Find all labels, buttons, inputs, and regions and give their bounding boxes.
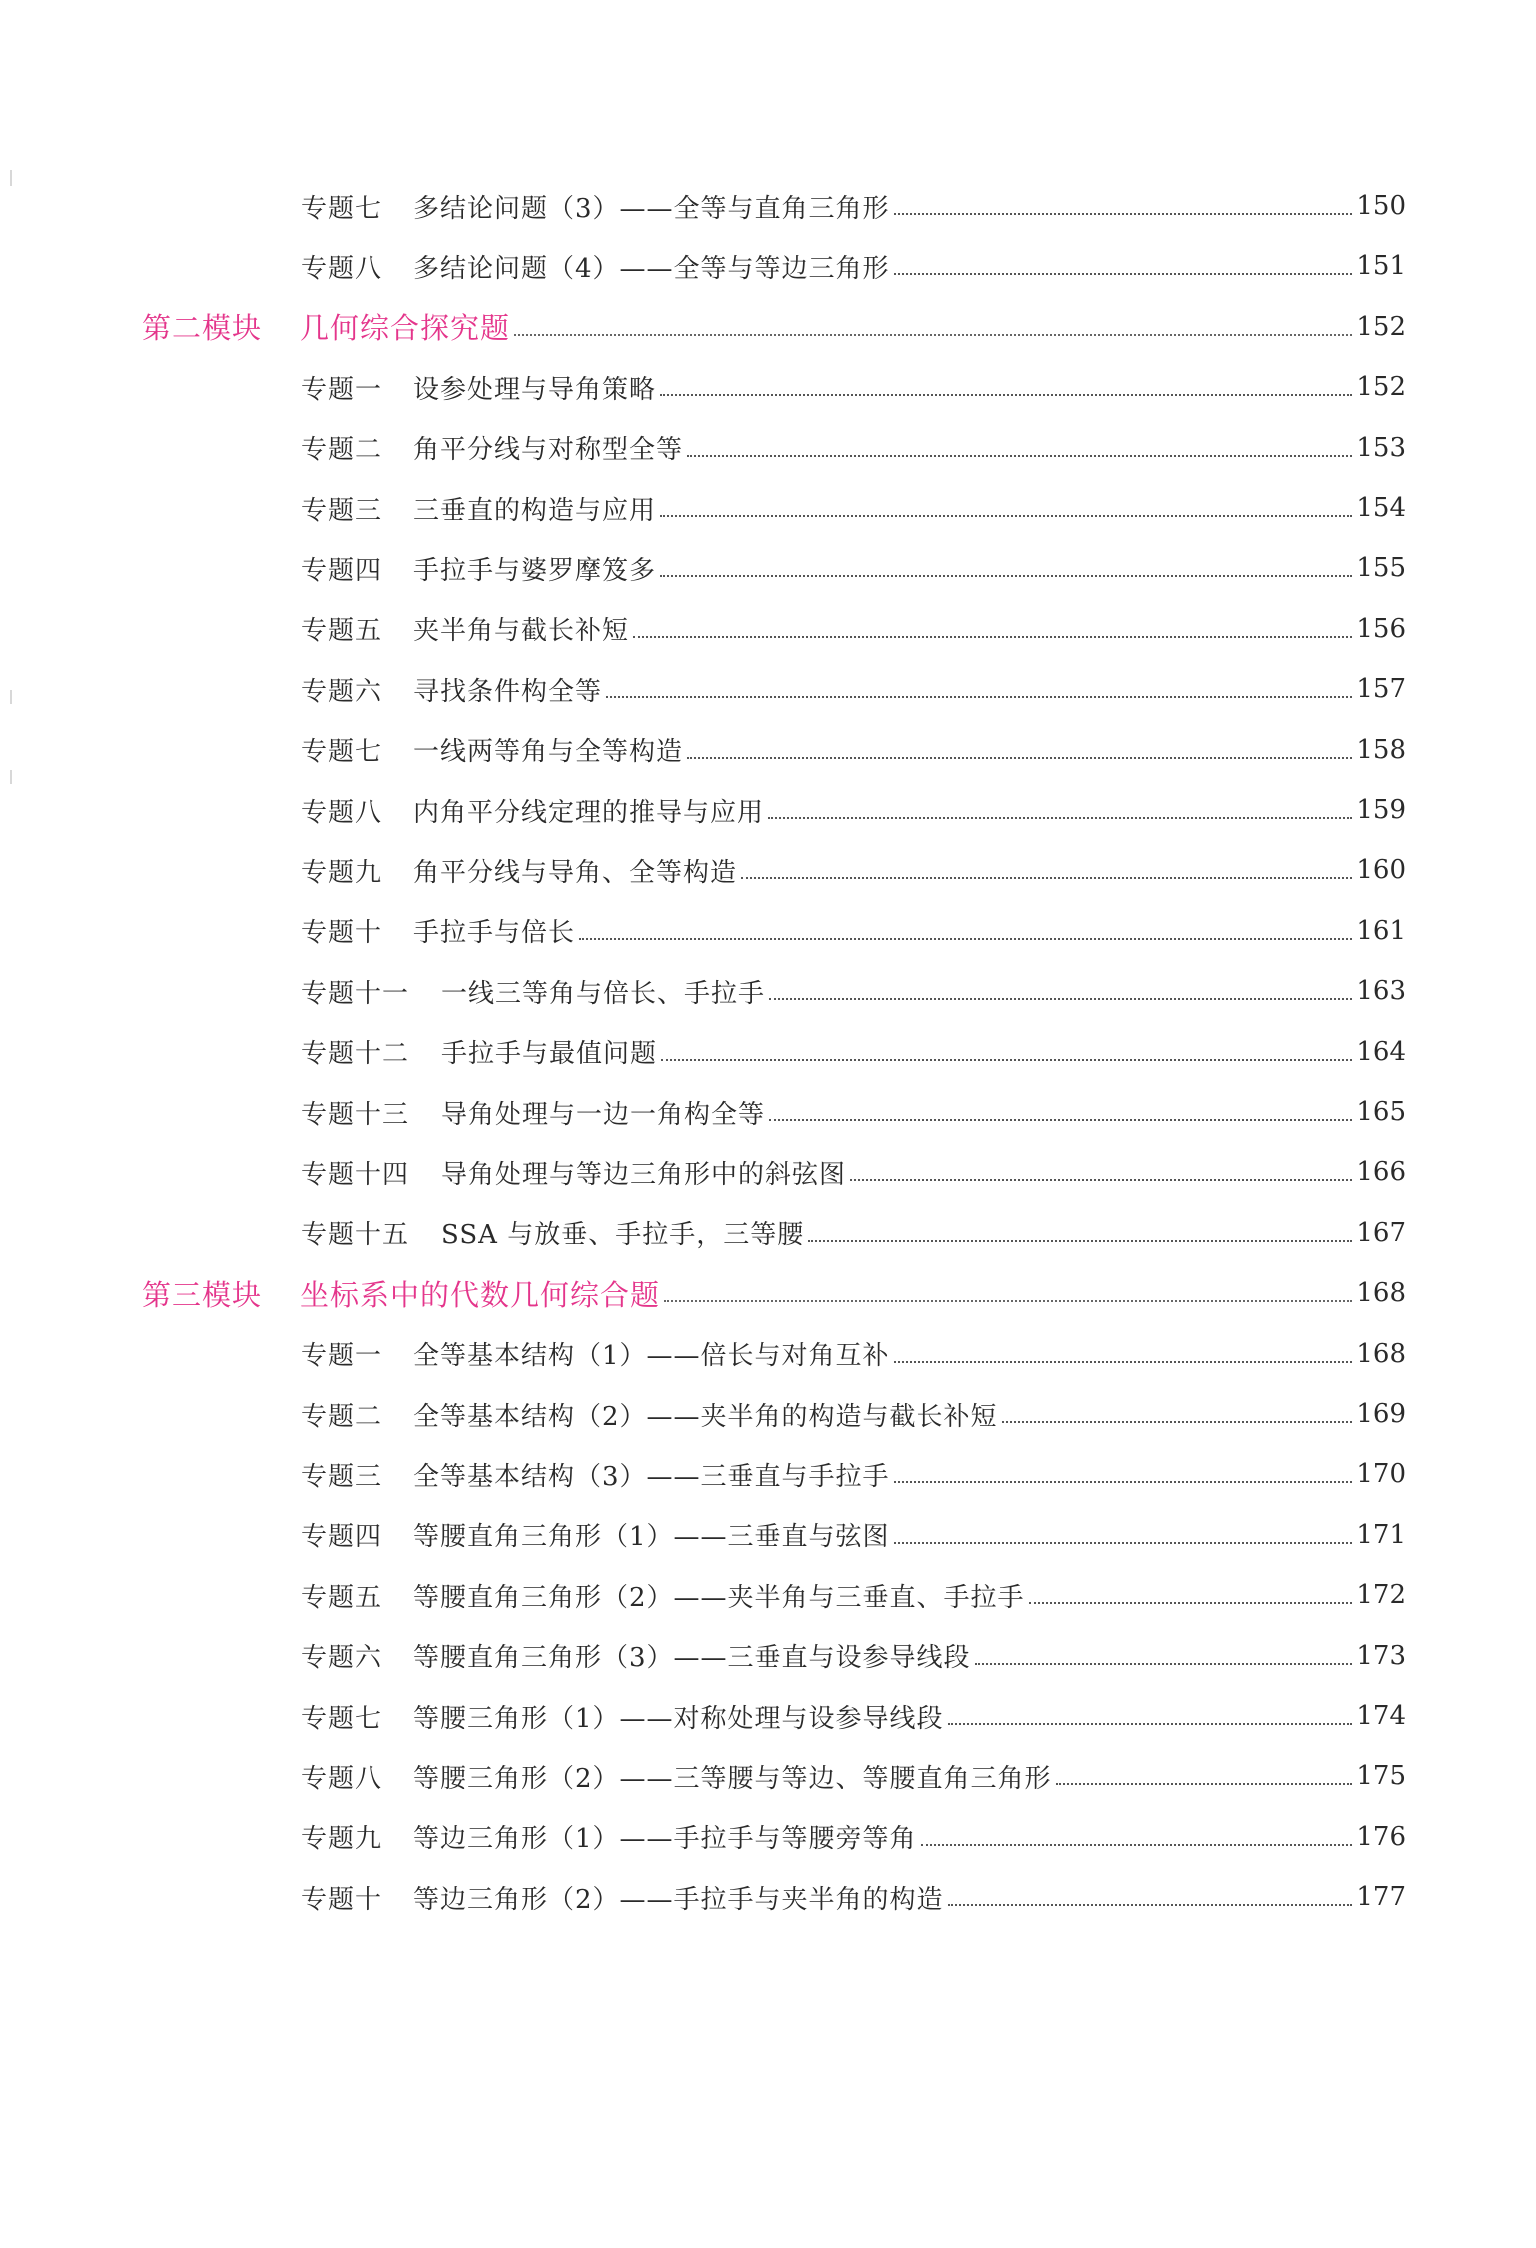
topic-number: 专题十四 — [301, 1159, 410, 1190]
module-number: 第二模块 — [142, 311, 263, 346]
dot-leader — [687, 455, 1352, 457]
topic-number: 专题三 — [301, 1461, 383, 1492]
dot-leader — [850, 1179, 1352, 1181]
page-number: 161 — [1356, 915, 1406, 946]
topic-title: 手拉手与婆罗摩笈多 — [413, 555, 657, 586]
topic-number: 专题十 — [301, 918, 383, 949]
dot-leader — [948, 1904, 1353, 1906]
toc-entry-row[interactable] — [0, 1213, 1536, 1253]
topic-number: 专题三 — [301, 495, 383, 526]
page-number: 153 — [1356, 432, 1406, 463]
toc-entry-row[interactable] — [0, 367, 1536, 407]
topic-title: 等边三角形（2）——手拉手与夹半角的构造 — [413, 1884, 944, 1915]
topic-title: 寻找条件构全等 — [413, 676, 603, 707]
dot-leader — [768, 817, 1352, 819]
page-number: 169 — [1356, 1399, 1406, 1429]
dot-leader — [633, 636, 1352, 638]
toc-entry-row[interactable] — [0, 186, 1536, 226]
toc-entry-row[interactable] — [0, 730, 1536, 770]
topic-title: 等腰直角三角形（2）——夹半角与三垂直、手拉手 — [413, 1582, 1025, 1613]
toc-entry-row[interactable] — [0, 548, 1536, 588]
dot-leader — [894, 1361, 1353, 1363]
dot-leader — [579, 938, 1352, 940]
dot-leader — [894, 1542, 1353, 1544]
topic-number: 专题九 — [301, 857, 383, 888]
dot-leader — [514, 334, 1352, 336]
dot-leader — [808, 1240, 1352, 1242]
topic-number: 专题六 — [301, 1643, 383, 1674]
topic-title: 多结论问题（4）——全等与等边三角形 — [413, 253, 890, 284]
topic-number: 专题八 — [301, 1763, 383, 1794]
page-number: 158 — [1356, 734, 1406, 765]
dot-leader — [1029, 1602, 1353, 1604]
dot-leader — [769, 1119, 1352, 1121]
topic-number: 专题十五 — [301, 1220, 410, 1251]
toc-entry-row[interactable] — [0, 488, 1536, 528]
dot-leader — [894, 1481, 1353, 1483]
topic-title: SSA 与放垂、手拉手，三等腰 — [441, 1220, 805, 1251]
topic-title: 夹半角与截长补短 — [413, 616, 630, 647]
module-title: 几何综合探究题 — [300, 311, 511, 346]
page-number: 163 — [1356, 976, 1406, 1007]
dot-leader — [894, 273, 1353, 275]
topic-title: 一线三等角与倍长、手拉手 — [441, 978, 766, 1009]
topic-number: 专题十一 — [301, 978, 410, 1009]
toc-entry-row[interactable] — [0, 1334, 1536, 1374]
toc-entry-row[interactable] — [0, 1152, 1536, 1192]
topic-number: 专题四 — [301, 555, 383, 586]
topic-number: 专题一 — [301, 374, 383, 405]
dot-leader — [660, 394, 1352, 396]
toc-entry-row[interactable] — [0, 428, 1536, 468]
page-number: 171 — [1356, 1519, 1406, 1550]
page-number: 176 — [1356, 1821, 1406, 1852]
topic-title: 多结论问题（3）——全等与直角三角形 — [413, 193, 890, 224]
topic-title: 内角平分线定理的推导与应用 — [413, 797, 765, 828]
page-number: 166 — [1356, 1157, 1406, 1188]
toc-entry-row[interactable] — [0, 1756, 1536, 1796]
topic-title: 设参处理与导角策略 — [413, 374, 657, 405]
page-number: 168 — [1356, 1338, 1406, 1369]
dot-leader — [975, 1663, 1353, 1665]
dot-leader — [661, 1059, 1352, 1061]
toc-entry-row[interactable] — [0, 1394, 1536, 1434]
page-number: 168 — [1356, 1278, 1406, 1309]
topic-number: 专题十二 — [301, 1039, 410, 1070]
topic-number: 专题六 — [301, 676, 383, 707]
page-number: 173 — [1356, 1640, 1406, 1671]
topic-number: 专题九 — [301, 1824, 383, 1855]
module-number: 第三模块 — [142, 1277, 263, 1312]
topic-number: 专题五 — [301, 1582, 383, 1613]
page-number: 152 — [1356, 311, 1406, 342]
page-number: 159 — [1356, 795, 1406, 825]
dot-leader — [769, 998, 1352, 1000]
toc-entry-row[interactable] — [0, 1575, 1536, 1615]
toc-entry-row[interactable] — [0, 1877, 1536, 1917]
topic-title: 导角处理与一边一角构全等 — [441, 1099, 766, 1130]
scan-edge-mark — [10, 170, 12, 186]
toc-entry-row[interactable] — [0, 1817, 1536, 1857]
toc-module-row[interactable] — [0, 307, 1536, 347]
page-number: 150 — [1356, 191, 1406, 221]
page-number: 167 — [1356, 1217, 1406, 1248]
topic-number: 专题七 — [301, 193, 383, 224]
topic-title: 手拉手与最值问题 — [441, 1039, 658, 1070]
page-number: 155 — [1356, 553, 1406, 584]
page-number: 175 — [1356, 1761, 1406, 1792]
topic-title: 导角处理与等边三角形中的斜弦图 — [441, 1159, 847, 1190]
dot-leader — [741, 877, 1352, 879]
dot-leader — [1056, 1783, 1353, 1785]
toc-entry-row[interactable] — [0, 1092, 1536, 1132]
topic-title: 一线两等角与全等构造 — [413, 737, 684, 768]
dot-leader — [664, 1300, 1352, 1302]
topic-number: 专题十三 — [301, 1099, 410, 1130]
topic-title: 等腰直角三角形（1）——三垂直与弦图 — [413, 1522, 890, 1553]
topic-title: 等边三角形（1）——手拉手与等腰旁等角 — [413, 1824, 917, 1855]
topic-title: 等腰三角形（2）——三等腰与等边、等腰直角三角形 — [413, 1763, 1052, 1794]
toc-entry-row[interactable] — [0, 669, 1536, 709]
topic-number: 专题五 — [301, 616, 383, 647]
topic-title: 角平分线与导角、全等构造 — [413, 857, 738, 888]
topic-title: 角平分线与对称型全等 — [413, 435, 684, 466]
topic-title: 全等基本结构（2）——夹半角的构造与截长补短 — [413, 1401, 998, 1432]
topic-number: 专题七 — [301, 1703, 383, 1734]
topic-title: 手拉手与倍长 — [413, 918, 576, 949]
page-number: 160 — [1356, 855, 1406, 886]
toc-entry-row[interactable] — [0, 246, 1536, 286]
toc-entry-row[interactable] — [0, 609, 1536, 649]
page-number: 174 — [1356, 1701, 1406, 1731]
dot-leader — [921, 1844, 1353, 1846]
page-number: 177 — [1356, 1882, 1406, 1913]
toc-entry-row[interactable] — [0, 790, 1536, 830]
toc-entry-row[interactable] — [0, 1696, 1536, 1736]
toc-entry-row[interactable] — [0, 1636, 1536, 1676]
topic-number: 专题七 — [301, 737, 383, 768]
topic-title: 全等基本结构（1）——倍长与对角互补 — [413, 1341, 890, 1372]
page-number: 157 — [1356, 674, 1406, 705]
dot-leader — [687, 757, 1352, 759]
module-title: 坐标系中的代数几何综合题 — [300, 1277, 661, 1312]
topic-title: 等腰直角三角形（3）——三垂直与设参导线段 — [413, 1643, 971, 1674]
page-number: 172 — [1356, 1580, 1406, 1611]
dot-leader — [894, 213, 1353, 215]
page-number: 170 — [1356, 1459, 1406, 1490]
toc-entry-row[interactable] — [0, 971, 1536, 1011]
dot-leader — [660, 515, 1352, 517]
page-number: 151 — [1356, 251, 1406, 282]
toc-entry-row[interactable] — [0, 1454, 1536, 1494]
topic-title: 等腰三角形（1）——对称处理与设参导线段 — [413, 1703, 944, 1734]
toc-entry-row[interactable] — [0, 1515, 1536, 1555]
topic-number: 专题八 — [301, 253, 383, 284]
toc-module-row[interactable] — [0, 1273, 1536, 1313]
dot-leader — [606, 696, 1352, 698]
toc-entry-row[interactable] — [0, 1032, 1536, 1072]
dot-leader — [948, 1723, 1353, 1725]
topic-number: 专题一 — [301, 1341, 383, 1372]
topic-title: 三垂直的构造与应用 — [413, 495, 657, 526]
page-number: 156 — [1356, 613, 1406, 644]
page-number: 152 — [1356, 372, 1406, 403]
toc-entry-row[interactable] — [0, 911, 1536, 951]
topic-number: 专题十 — [301, 1884, 383, 1915]
page-number: 164 — [1356, 1036, 1406, 1067]
topic-number: 专题八 — [301, 797, 383, 828]
toc-entry-row[interactable] — [0, 850, 1536, 890]
topic-title: 全等基本结构（3）——三垂直与手拉手 — [413, 1461, 890, 1492]
scan-edge-mark — [10, 770, 12, 784]
topic-number: 专题二 — [301, 1401, 383, 1432]
dot-leader — [1002, 1421, 1353, 1423]
topic-number: 专题四 — [301, 1522, 383, 1553]
dot-leader — [660, 575, 1352, 577]
page-number: 165 — [1356, 1097, 1406, 1127]
topic-number: 专题二 — [301, 435, 383, 466]
page-number: 154 — [1356, 493, 1406, 523]
